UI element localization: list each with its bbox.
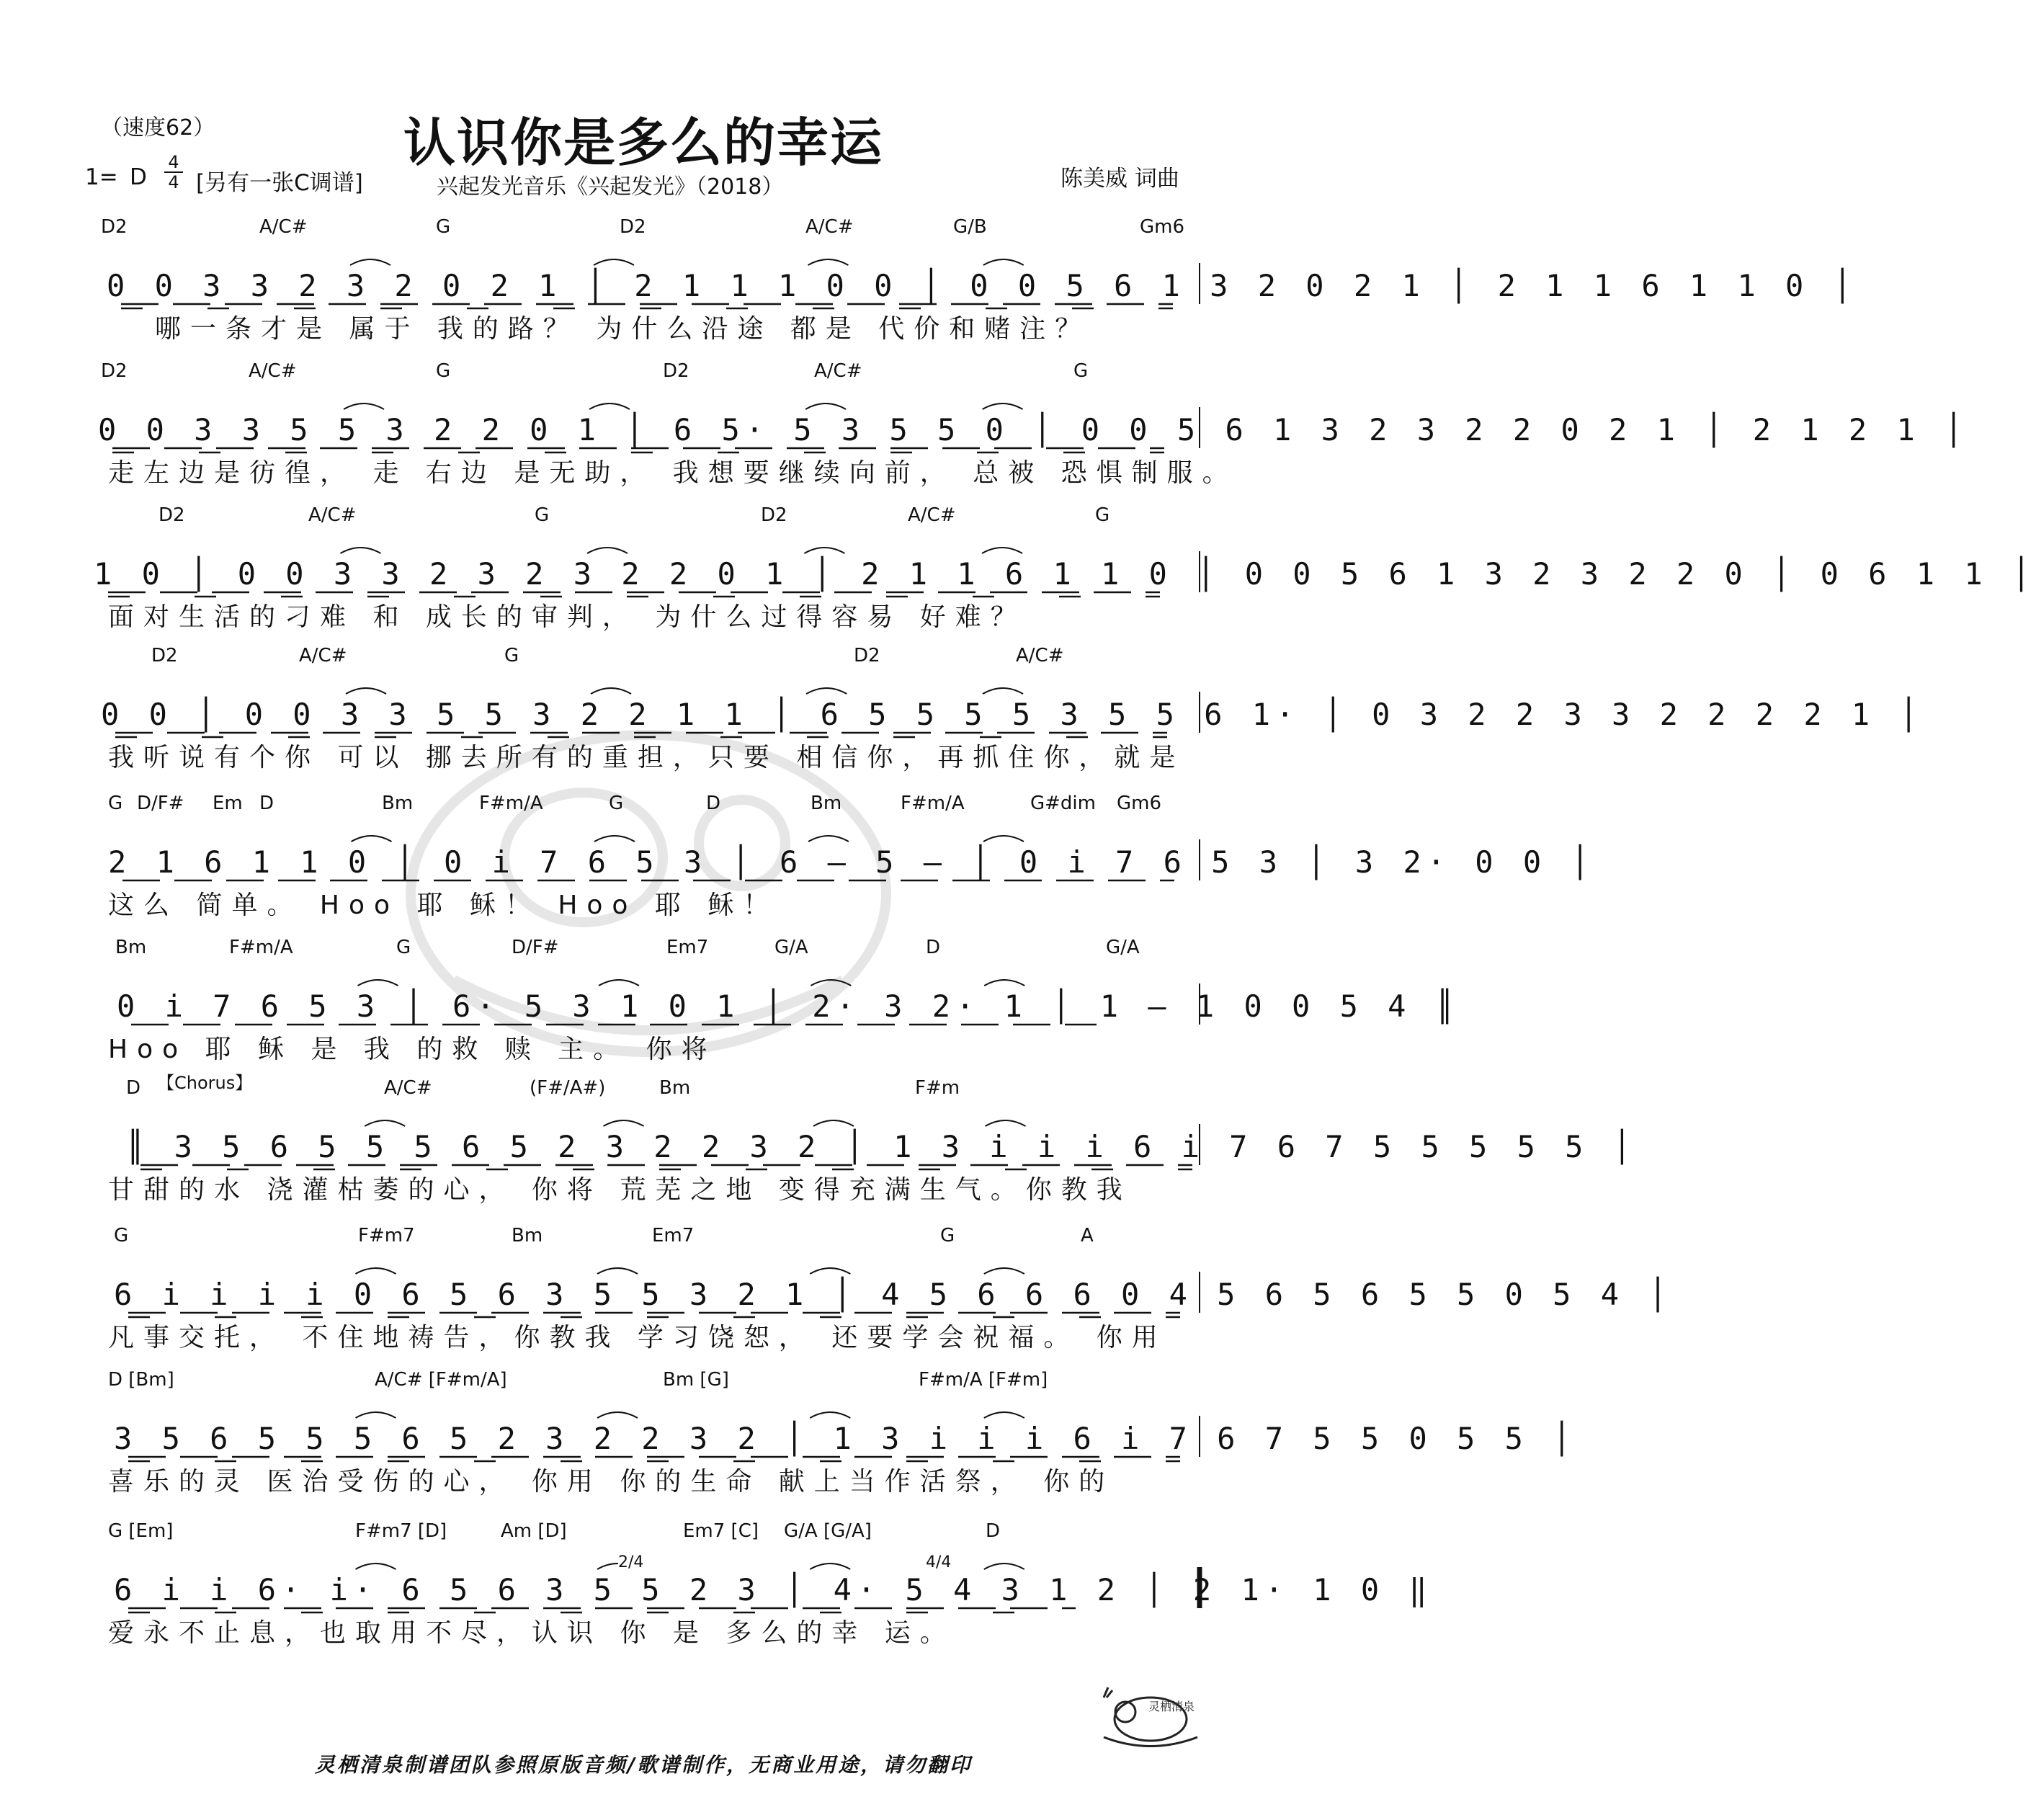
- tie-mark: [356, 1268, 396, 1274]
- tie-mark: [810, 1268, 850, 1274]
- chord-symbol: Bm: [115, 937, 147, 958]
- chord-symbol: D: [986, 1520, 1001, 1542]
- lyrics-line: 面对生活的刁难 和 成长的审判， 为什么过得容易 好难？: [108, 602, 1026, 632]
- notation-row: [0, 688, 1924, 739]
- chord-symbol: A/C#: [259, 216, 308, 238]
- tie-mark: [591, 688, 631, 694]
- tie-mark: [587, 548, 628, 553]
- song-title: 认识你是多么的幸运: [403, 112, 883, 173]
- time-change: 4/4: [926, 1553, 952, 1571]
- time-change: 2/4: [618, 1553, 644, 1571]
- chord-symbol: G/B: [953, 216, 987, 238]
- score-system-1: [0, 216, 1857, 369]
- lyrics-line: 这么 简单。 Hoo 耶 稣！ Hoo 耶 稣！: [108, 891, 779, 920]
- chord-row: [0, 937, 1287, 965]
- chord-symbol: A/C#: [308, 504, 357, 526]
- jianpu-notes: 6 i i 6· i· 6 5 6 3 5 5 2 3 │ 4· 5 4 3 1 2 │ 2 1· 1 0 ‖: [114, 1572, 1433, 1607]
- tie-mark: [808, 259, 848, 265]
- notation-row: [0, 980, 1460, 1030]
- chord-symbol: G [Em]: [108, 1520, 174, 1542]
- tie-mark: [804, 548, 844, 553]
- chord-symbol: A/C#: [384, 1077, 432, 1099]
- sheep-logo-icon: [1097, 1676, 1205, 1748]
- tie-mark: [356, 1563, 396, 1569]
- chord-symbol: G: [535, 504, 550, 526]
- chord-row: [0, 1073, 1287, 1106]
- chord-row: [0, 1369, 1287, 1398]
- chord-row: [0, 504, 1287, 533]
- lyrics-line: 走左边是彷徨， 走 右边 是无助， 我想要继续向前， 总被 恐惧制服。: [108, 458, 1238, 488]
- tie-mark: [983, 403, 1023, 409]
- chord-row: [0, 645, 1287, 674]
- jianpu-notes: 1 0 │ 0 0 3 3 2 3 2 3 2 2 0 1 │ 2 1 1 6 1 1 0 │ 0 0 5 6 1 3 2 3 2 2 0 │ 0 6 1 1 │: [94, 556, 2036, 592]
- notation-row: [0, 1120, 1638, 1171]
- tie-mark: [594, 836, 635, 842]
- notation-row: [0, 1553, 1433, 1614]
- tie-mark: [983, 836, 1024, 842]
- chord-symbol: D: [126, 1077, 141, 1099]
- tie-mark: [599, 980, 639, 986]
- tie-mark: [984, 980, 1024, 986]
- chord-symbol: Bm: [659, 1077, 691, 1099]
- chord-symbol: Am [D]: [501, 1520, 567, 1542]
- chord-symbol: F#m/A: [901, 793, 965, 814]
- score-system-8: [0, 1225, 1673, 1378]
- chord-symbol: A/C#: [249, 360, 297, 382]
- chord-symbol: D2: [101, 216, 128, 238]
- time-signature: [164, 153, 183, 192]
- chord-symbol: G: [436, 216, 451, 238]
- jianpu-notes: 6 i i i i 0 6 5 6 3 5 5 3 2 1 │ 4 5 6 6 6 0 4 5 6 5 6 5 5 0 5 4 │: [114, 1277, 1673, 1312]
- tie-mark: [604, 1120, 644, 1126]
- tie-mark: [986, 1120, 1026, 1126]
- tie-mark: [805, 403, 846, 409]
- tie-mark: [356, 1412, 396, 1418]
- tie-mark: [358, 980, 398, 986]
- chord-symbol: D2: [663, 360, 689, 382]
- chord-symbol: G: [504, 645, 519, 666]
- jianpu-notes: 0 0 3 3 2 3 2 0 2 1 │ 2 1 1 1 0 0 │ 0 0 5 6 1 3 2 0 2 1 │ 2 1 1 6 1 1 0 │: [107, 268, 1857, 303]
- tie-mark: [810, 1563, 850, 1569]
- score-system-4: [0, 645, 1924, 798]
- lyrics-line: 我听说有个你 可以 挪去所有的重担，只要 相信你，再抓住你，就是: [108, 743, 1185, 772]
- chord-symbol: D/F#: [512, 937, 559, 958]
- tie-mark: [813, 1120, 854, 1126]
- lyrics-line: 凡事交托， 不住地祷告，你教我 学习饶恕， 还要学会祝福。 你用: [108, 1323, 1167, 1352]
- jianpu-notes: 3 5 6 5 5 5 6 5 2 3 2 2 3 2 │ 1 3 i i i 6 i 7 6 7 5 5 0 5 5 │: [114, 1421, 1577, 1456]
- chord-symbol: Gm6: [1117, 793, 1162, 814]
- chord-symbol: A/C#: [814, 360, 862, 382]
- tie-mark: [341, 548, 381, 553]
- chord-symbol: F#m7 [D]: [355, 1520, 447, 1542]
- score-system-5: [0, 793, 1595, 945]
- sheep-logo: [1097, 1676, 1205, 1748]
- lyrics-line: 哪一条才是 属于 我的路？ 为什么沿途 都是 代价和赌注？: [155, 314, 1091, 344]
- chord-symbol: D: [926, 937, 941, 958]
- alt-key-note: [另有一张C调谱]: [196, 170, 363, 196]
- chord-symbol: G: [114, 1225, 129, 1246]
- score-system-2: [0, 360, 1969, 513]
- notation-row: [0, 259, 1857, 310]
- chord-symbol: A/C#: [908, 504, 956, 526]
- chord-symbol: G/A [G/A]: [784, 1520, 872, 1542]
- notation-row: [0, 836, 1595, 886]
- chord-symbol: G/A: [774, 937, 808, 958]
- tie-mark: [808, 836, 849, 842]
- chord-symbol: G: [609, 793, 624, 814]
- jianpu-notes: 0 i 7 6 5 3 │ 6· 5 3 1 0 1 │ 2· 3 2· 1 │ 1 — 1 0 0 5 4 ║: [117, 989, 1460, 1024]
- chord-symbol: F#m/A: [229, 937, 293, 958]
- chord-row: [0, 1520, 1287, 1549]
- notation-row: [0, 1268, 1673, 1319]
- score-system-9: [0, 1369, 1577, 1522]
- chord-symbol: Em: [213, 793, 243, 814]
- notation-row: [0, 1412, 1577, 1463]
- chord-symbol: D2: [101, 360, 128, 382]
- composer-credit: 陈美威 词曲: [1061, 166, 1179, 192]
- chord-symbol: F#m/A: [479, 793, 543, 814]
- chord-symbol: G/A: [1106, 937, 1140, 958]
- tie-mark: [810, 1412, 850, 1418]
- chord-symbol: G: [940, 1225, 955, 1246]
- tie-mark: [982, 548, 1022, 553]
- chord-symbol: Em7 [C]: [683, 1520, 759, 1542]
- jianpu-notes: 0 0 │ 0 0 3 3 5 5 3 2 2 1 1 │ 6 5 5 5 5 3 5 5 6 1· │ 0 3 2 2 3 3 2 2 2 2 1 │: [101, 697, 1924, 732]
- chord-symbol: F#m: [915, 1077, 960, 1099]
- tie-mark: [984, 1412, 1024, 1418]
- score-system-3: [0, 504, 2036, 657]
- chord-symbol: Em7: [652, 1225, 695, 1246]
- score-system-10: [0, 1520, 1433, 1673]
- time-top: 4: [168, 152, 179, 172]
- tie-mark: [346, 688, 386, 694]
- chord-symbol: Gm6: [1140, 216, 1185, 238]
- logo-text: 灵栖清泉: [1148, 1700, 1195, 1713]
- jianpu-notes: 0 0 3 3 5 5 3 2 2 0 1 │ 6 5· 5 3 5 5 0 │ 0 0 5 6 1 3 2 3 2 2 0 2 1 │ 2 1 2 1 │: [98, 412, 1969, 447]
- tie-mark: [983, 259, 1024, 265]
- score-system-6: [0, 937, 1460, 1089]
- chord-symbol: A/C# [F#m/A]: [375, 1369, 507, 1391]
- chord-symbol: G: [108, 793, 123, 814]
- tie-mark: [811, 980, 851, 986]
- chord-symbol: G: [1073, 360, 1089, 382]
- section-label: 【Chorus】: [157, 1073, 253, 1093]
- lyrics-line: Hoo 耶 稣 是 我 的救 赎 主。 你将: [108, 1035, 717, 1064]
- key-label: 1=: [85, 164, 118, 190]
- chord-row: [0, 360, 1287, 389]
- chord-symbol: Bm [G]: [663, 1369, 729, 1391]
- chord-symbol: A/C#: [805, 216, 854, 238]
- chord-row: [0, 793, 1287, 821]
- album-source: 兴起发光音乐《兴起发光》（2018）: [437, 174, 784, 200]
- tie-mark: [350, 259, 390, 265]
- tie-mark: [344, 403, 384, 409]
- tie-mark: [597, 1412, 638, 1418]
- tie-mark: [983, 688, 1023, 694]
- chord-symbol: F#m7: [358, 1225, 415, 1246]
- jianpu-notes: ║ 3 5 6 5 5 5 6 5 2 3 2 2 3 2 │ 1 3 i i i 6 i 7 6 7 5 5 5 5 5 │: [126, 1129, 1638, 1164]
- chord-symbol: (F#/A#): [530, 1077, 606, 1099]
- tie-mark: [984, 1268, 1024, 1274]
- lyrics-line: 爱永不止息，也取用不尽，认识 你 是 多么的幸 运。: [108, 1618, 955, 1648]
- chord-symbol: Em7: [666, 937, 709, 958]
- chord-symbol: Bm: [512, 1225, 543, 1246]
- lyrics-line: 甘甜的水 浇灌枯萎的心， 你将 荒芜之地 变得充满生气。你教我: [108, 1175, 1132, 1205]
- chord-symbol: Bm: [811, 793, 842, 814]
- tie-mark: [589, 403, 630, 409]
- footer-notice: 灵栖清泉制谱团队参照原版音频/歌谱制作，无商业用途，请勿翻印: [314, 1753, 973, 1777]
- chord-symbol: D: [259, 793, 274, 814]
- chord-symbol: Bm: [382, 793, 414, 814]
- time-bottom: 4: [164, 171, 183, 192]
- chord-symbol: D2: [761, 504, 787, 526]
- jianpu-notes: 2 1 6 1 1 0 │ 0 i 7 6 5 3 │ 6 — 5 — │ 0 i 7 6 5 3 │ 3 2· 0 0 │: [108, 844, 1595, 880]
- chord-symbol: D/F#: [137, 793, 184, 814]
- tie-mark: [984, 1563, 1024, 1569]
- chord-symbol: A: [1081, 1225, 1094, 1246]
- chord-symbol: G: [436, 360, 451, 382]
- chord-symbol: A/C#: [1016, 645, 1064, 666]
- chord-symbol: D2: [854, 645, 880, 666]
- key-note: D: [130, 164, 147, 190]
- tie-mark: [594, 259, 634, 265]
- notation-row: [0, 403, 1969, 454]
- tie-mark: [352, 836, 392, 842]
- chord-symbol: D: [706, 793, 721, 814]
- notation-row: [0, 548, 2036, 598]
- chord-symbol: F#m/A [F#m]: [919, 1369, 1048, 1391]
- chord-symbol: D2: [158, 504, 185, 526]
- chord-symbol: G#dim: [1030, 793, 1096, 814]
- score-system-7: [0, 1073, 1638, 1230]
- chord-row: [0, 1225, 1287, 1254]
- tie-mark: [365, 1120, 405, 1126]
- chord-row: [0, 216, 1287, 245]
- lyrics-line: 喜乐的灵 医治受伤的心， 你用 你的生命 献上当作活祭， 你的: [108, 1467, 1115, 1496]
- chord-symbol: D [Bm]: [108, 1369, 174, 1391]
- chord-symbol: A/C#: [299, 645, 347, 666]
- tempo-label: （速度62）: [101, 115, 215, 140]
- chord-symbol: D2: [620, 216, 646, 238]
- tie-mark: [597, 1268, 638, 1274]
- chord-symbol: G: [1095, 504, 1110, 526]
- chord-symbol: G: [396, 937, 411, 958]
- chord-symbol: D2: [151, 645, 178, 666]
- tie-mark: [806, 688, 847, 694]
